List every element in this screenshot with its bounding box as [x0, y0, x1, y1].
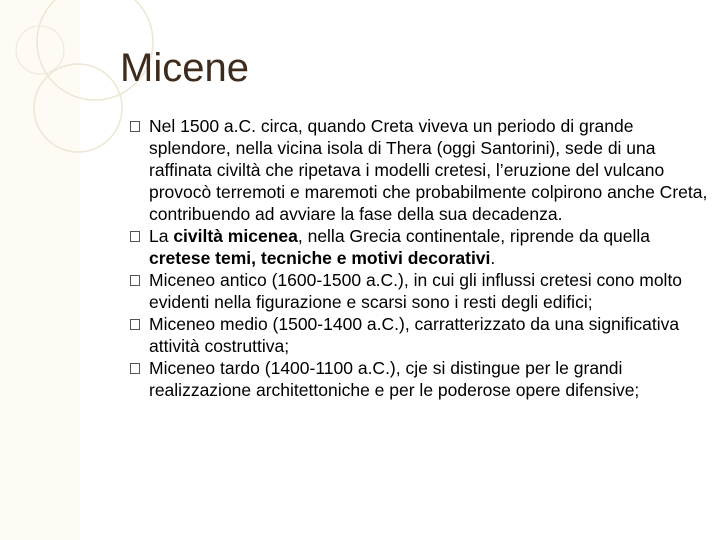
bullet-text: Miceneo antico (1600-1500 a.C.), in cui gli influssi cretesi cono molto evidenti nella figurazione e scarsi sono i resti degli edifici;: [149, 270, 683, 312]
square-bullet-icon: [130, 363, 140, 374]
bullet-text: Nel 1500 a.C. circa, quando Creta viveva un periodo di grande splendore, nella vicina isola di Thera (oggi Santorini), sede di una raffinata civiltà che ripetava i modelli cretesi, l’eruzione del vulcano provocò terremoti e maremoti che probabilmente colpirono anche Creta, contribuendo ad avviare la fase della sua decadenza.: [149, 116, 708, 224]
bullet-text-emphasis: cretese temi, tecniche e motivi decorativi: [149, 248, 491, 268]
bullet-text-part: .: [490, 248, 496, 268]
bullet-text: Miceneo medio (1500-1400 a.C.), carratterizzato da una significativa attività costruttiva;: [149, 314, 680, 356]
bullet-item: [130, 357, 710, 401]
bullet-text: Miceneo tardo (1400-1100 a.C.), cje si distingue per le grandi realizzazione architettoniche e per le poderose opere difensive;: [149, 358, 640, 400]
bullet-text-part: La: [149, 226, 174, 246]
bullet-item: [130, 115, 710, 225]
bullet-item: [130, 269, 710, 313]
square-bullet-icon: [130, 275, 140, 286]
bullet-list: [130, 115, 710, 401]
square-bullet-icon: [130, 319, 140, 330]
bullet-item: [130, 313, 710, 357]
square-bullet-icon: [130, 231, 140, 242]
bullet-item: [130, 225, 710, 269]
bullet-text-part: , nella Grecia continentale, riprende da quella: [297, 226, 651, 246]
square-bullet-icon: [130, 121, 140, 132]
bullet-text-emphasis: civiltà micenea: [173, 226, 298, 246]
slide-title: Micene: [120, 46, 249, 90]
